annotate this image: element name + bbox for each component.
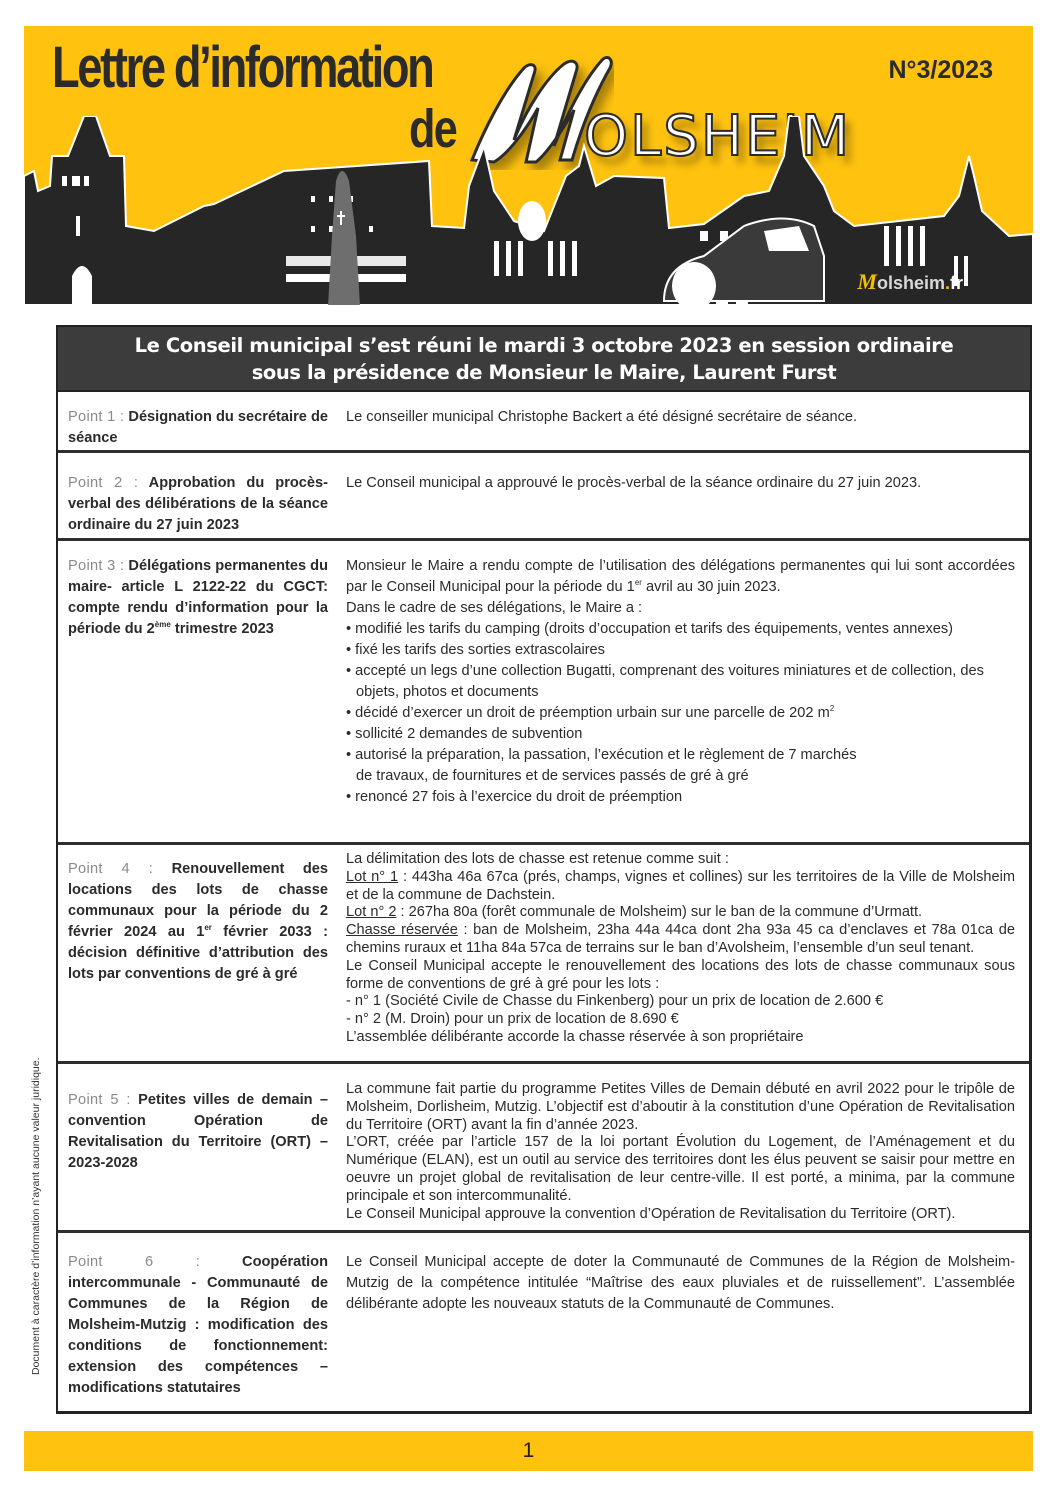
list-item: - n° 2 (M. Droin) pour un prix de location de 8.690 € — [346, 1011, 679, 1028]
point-title — [58, 473, 334, 538]
point-text: Le conseiller municipal Christophe Backert a été désigné secrétaire de séance. — [346, 409, 858, 425]
point-label: Point 6 : — [68, 1254, 201, 1270]
heading-line-1: Le Conseil municipal s’est réuni le mardi 3 octobre 2023 en session ordinaire — [134, 334, 954, 357]
heading-line-2: sous la présidence de Monsieur le Maire, Laurent Furst — [251, 361, 837, 384]
point-lead: Dans le cadre de ses délégations, le Maire a : — [346, 600, 643, 616]
molsheim-wordmark: OLSHEIM — [584, 104, 852, 169]
point-title — [58, 1252, 334, 1411]
point-title-text: Coopération intercommunale - Communauté de Communes de la Région de Molsheim-Mutzig : modification des conditions de fonctionnement: extension des compétences – modifications statutaires — [68, 1254, 328, 1396]
point-intro: La délimitation des lots de chasse est retenue comme suit : — [346, 851, 729, 867]
site-logo: Molsheim.fr — [857, 269, 963, 294]
point-label: Point 3 : — [68, 558, 125, 574]
point-label: Point 5 : — [68, 1092, 131, 1108]
list-item: • renoncé 27 fois à l’exercice du droit de préemption — [346, 789, 683, 805]
lot-2: Lot n° 2 : 267ha 80a (forêt communale de Molsheim) sur le ban de la commune d’Urmatt. — [346, 904, 923, 921]
page-number: 1 — [522, 1439, 535, 1462]
agenda-point-1 — [58, 392, 1029, 453]
list-item: • accepté un legs d’une collection Bugatti, comprenant des voitures miniatures et de collection, des objets, photos et documents — [346, 663, 984, 700]
newsletter-title-de: de — [409, 99, 457, 159]
agenda-point-3 — [58, 541, 1029, 845]
point-title: Point 4 : Renouvellement des locations des lots de chasse communaux pour la période du 2 février 2024 au 1er février 2033 : décision définitive d’attribution des lots par conventions de gré à gré — [68, 861, 328, 982]
page-footer — [24, 1431, 1033, 1471]
point-title — [58, 407, 334, 450]
point-title: Point 3 : Délégations permanentes du maire- article L 2122-22 du CGCT: compte rendu d’information pour la période du 2ème trimestre 2023 — [68, 558, 328, 637]
newsletter-title: Lettre d’information — [52, 35, 433, 100]
point-body — [334, 1252, 1029, 1411]
list-item: • modifié les tarifs du camping (droits d’occupation et tarifs des équipements, ventes annexes) — [346, 621, 954, 637]
point-label: Point 1 : — [68, 409, 125, 425]
point-title — [58, 1081, 334, 1230]
list-item: • sollicité 2 demandes de subvention — [346, 726, 583, 742]
lot-1: Lot n° 1 : 443ha 46a 67ca (prés, champs, vignes et collines) sur les territoires de la Ville de Molsheim et de la commune de Dachstein. — [346, 868, 1015, 903]
point-body — [334, 851, 1029, 1061]
report-heading — [56, 325, 1032, 392]
point-body — [334, 407, 1029, 450]
point-title-text: Désignation du secrétaire de séance — [68, 409, 329, 446]
agenda-point-4 — [58, 845, 1029, 1064]
point-paragraph: Le Conseil Municipal approuve la convention d’Opération de Revitalisation du Territoire (ORT). — [346, 1205, 956, 1222]
point-label: Point 2 : — [68, 475, 139, 491]
agenda-point-6 — [58, 1233, 1029, 1411]
point-text: Le Conseil municipal a approuvé le procès-verbal de la séance ordinaire du 27 juin 2023. — [346, 475, 922, 491]
list-item: - n° 1 (Société Civile de Chasse du Finkenberg) pour un prix de location de 2.600 € — [346, 993, 884, 1010]
legal-disclaimer: Document à caractère d’information n’ayant aucune valeur juridique. — [30, 1057, 42, 1375]
list-item: • décidé d’exercer un droit de préemption urbain sur une parcelle de 202 $m^2$ — [346, 704, 835, 721]
point-body — [334, 1081, 1029, 1230]
issue-number: N°3/2023 — [888, 56, 993, 84]
list-item: • autorisé la préparation, la passation, l’exécution et le règlement de 7 marchés de travaux, de fournitures et de services passés de gré à gré — [346, 747, 857, 784]
agenda-points — [56, 392, 1032, 1414]
point-title-text: Petites villes de demain – convention Opération de Revitalisation du Territoire (ORT) – 2023-2028 — [68, 1092, 328, 1171]
list-item: L’assemblée délibérante accorde la chasse réservée à son propriétaire — [346, 1028, 804, 1045]
point-body — [334, 473, 1029, 538]
point-label: Point 4 : — [68, 861, 154, 877]
council-report — [56, 325, 1032, 1414]
point-decision: Le Conseil Municipal accepte le renouvellement des locations des lots de chasse communaux sous forme de conventions de gré à gré pour les lots : — [346, 957, 1015, 992]
point-text: Le Conseil Municipal accepte de doter la Communauté de Communes de la Région de Molsheim-Mutzig de la compétence intitulée “Maîtrise des eaux pluviales et de ruissellement”. L’assemblée délibérante adopte les nouveaux statuts de la Communauté de Communes. — [346, 1254, 1015, 1312]
reserved-hunt: Chasse réservée : ban de Molsheim, 23ha 44a 44ca dont 2ha 93a 45 ca d’enclaves et 78a 01ca de chemins ruraux et 11ha 84a 57ca de terrains sur le ban d’Avolsheim, l’ensemble d’un seul tenant. — [346, 922, 1015, 956]
list-item: • fixé les tarifs des sorties extrascolaires — [346, 642, 605, 658]
agenda-point-2 — [58, 453, 1029, 541]
point-intro: Monsieur le Maire a rendu compte de l’utilisation des délégations permanentes qui lui sont accordées par le Conseil Municipal pour la période du 1er avril au 30 juin 2023. — [346, 558, 1015, 595]
point-paragraph: La commune fait partie du programme Petites Villes de Demain débuté en avril 2022 pour le tripôle de Molsheim, Dorlisheim, Mutzig. L’objectif est d’aboutir à la constitution d’une Opération de Revitalisation du Territoire (ORT) avant la fin d’année 2023. — [346, 1081, 1015, 1133]
header-banner — [24, 26, 1033, 305]
point-body — [334, 556, 1029, 842]
agenda-point-5 — [58, 1064, 1029, 1233]
point-title-text: Approbation du procès-verbal des délibérations de la séance ordinaire du 27 juin 2023 — [68, 475, 328, 533]
point-paragraph: L’ORT, créée par l’article 157 de la loi portant Évolution du Logement, de l’Aménagement et du Numérique (ELAN), est un outil au service des territoires dont les élus peuvent se saisir pour mettre en oeuvre un projet global de revitalisation de leur centre-ville. Il est porté, a minima, par la commune principale et son intercommunalité. — [346, 1134, 1015, 1204]
